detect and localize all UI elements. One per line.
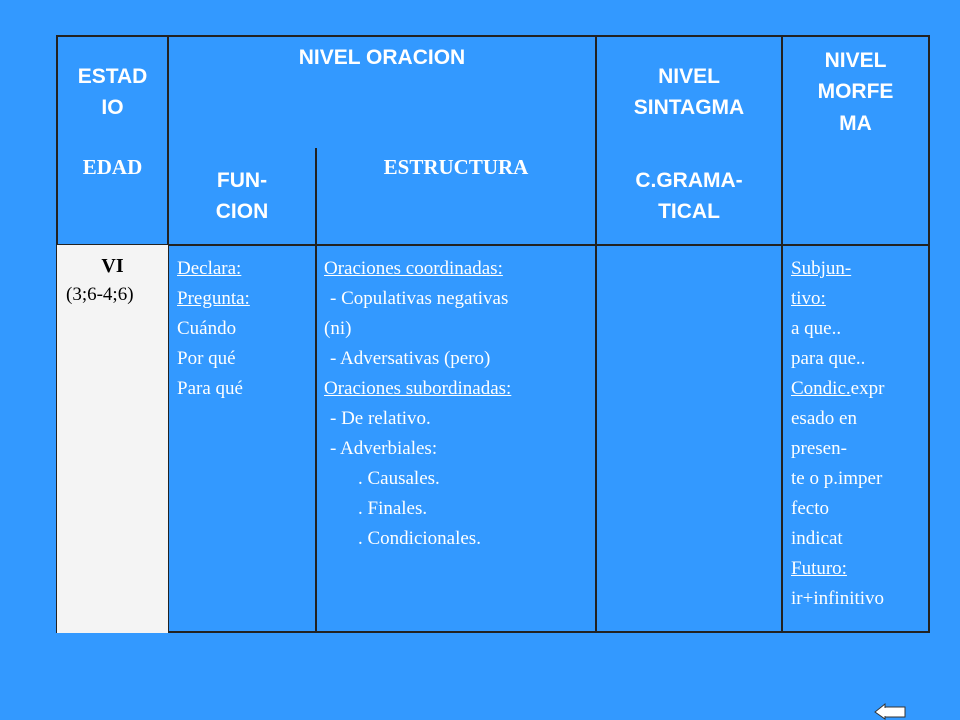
- estructura-text: Oraciones coordinadas:: [324, 258, 503, 279]
- stage-cell: [57, 245, 168, 633]
- grid-line: [56, 35, 930, 37]
- header-line: C.GRAMA-: [635, 168, 743, 192]
- grid-line: [56, 244, 930, 246]
- estructura-line: [324, 404, 592, 434]
- header-nivel-morfema: [783, 38, 928, 146]
- funcion-line: Para qué: [177, 378, 243, 399]
- estructura-line: [324, 464, 592, 494]
- estructura-text: - Adverbiales:: [330, 438, 438, 459]
- morfema-line: [791, 464, 927, 494]
- header-line: IO: [101, 96, 124, 119]
- header-line: FUN-: [216, 168, 268, 192]
- header-line: NIVEL: [824, 48, 887, 72]
- morfema-text: presen-: [791, 438, 847, 459]
- estructura-line: [324, 284, 592, 314]
- estructura-line: [324, 314, 592, 344]
- estructura-line: [324, 434, 592, 464]
- funcion-line: Pregunta:: [177, 288, 250, 309]
- header-line: ESTRUCTURA: [383, 155, 529, 180]
- funcion-line: Por qué: [177, 348, 236, 369]
- morfema-text: para que..: [791, 348, 866, 369]
- grid-line: [595, 245, 597, 632]
- estructura-text: . Causales.: [358, 468, 440, 489]
- morfema-line: [791, 284, 927, 314]
- morfema-line: [791, 584, 927, 614]
- estructura-text: . Finales.: [358, 498, 428, 519]
- estructura-text: (ni): [324, 318, 352, 339]
- estructura-text: . Condicionales.: [358, 528, 481, 549]
- morfema-line: [791, 494, 927, 524]
- morfema-text: Futuro:: [791, 558, 847, 579]
- header-line: TICAL: [658, 200, 720, 223]
- morfema-text: fecto: [791, 498, 829, 519]
- estructura-line: [324, 344, 592, 374]
- header-nivel-oracion: [169, 38, 595, 78]
- header-c-gramatical: [597, 148, 781, 244]
- morfema-text: te o p.imper: [791, 468, 883, 489]
- estructura-line: [324, 494, 592, 524]
- stage-label: VI: [101, 255, 124, 277]
- morfema-line: [791, 524, 927, 554]
- back-arrow-icon[interactable]: [874, 702, 906, 720]
- header-line: MORFE: [817, 80, 894, 104]
- morfema-text: a que..: [791, 318, 842, 339]
- estructura-line: [324, 254, 592, 284]
- estructura-text: Oraciones subordinadas:: [324, 378, 512, 399]
- morfema-text: tivo:: [791, 288, 826, 309]
- grid-line: [56, 631, 930, 633]
- morfema-text: ir+infinitivo: [791, 588, 885, 609]
- morfema-line: [791, 434, 927, 464]
- grid-line: [928, 36, 930, 632]
- morfema-text: indicat: [791, 528, 843, 549]
- estructura-cell: [324, 254, 592, 554]
- estructura-line: [324, 524, 592, 554]
- morfema-text: expr: [850, 378, 885, 399]
- grid-line: [315, 148, 317, 632]
- header-line: NIVEL: [658, 64, 720, 88]
- estructura-text: - Adversativas (pero): [330, 348, 491, 369]
- header-line: CION: [215, 200, 269, 223]
- header-line: SINTAGMA: [633, 96, 745, 119]
- morfema-text: Subjun-: [791, 258, 852, 279]
- estructura-line: [324, 374, 592, 404]
- estructura-text: - Copulativas negativas: [330, 288, 509, 309]
- header-estadio: [58, 38, 167, 146]
- header-estructura: [317, 148, 595, 188]
- morfema-line: [791, 554, 927, 584]
- morfema-line: [791, 254, 927, 284]
- header-line: ESTAD: [77, 64, 148, 88]
- estructura-text: - De relativo.: [330, 408, 431, 429]
- age-range: (3;6-4;6): [66, 284, 134, 305]
- header-line: MA: [839, 111, 872, 135]
- funcion-line: Cuándo: [177, 318, 237, 339]
- morfema-line: [791, 404, 927, 434]
- morfema-text: esado en: [791, 408, 857, 429]
- header-line: NIVEL ORACION: [298, 46, 466, 70]
- morfema-line: [791, 344, 927, 374]
- funcion-cell: [177, 254, 313, 404]
- morfema-line: [791, 314, 927, 344]
- header-nivel-sintagma: [597, 38, 781, 146]
- funcion-line: Declara:: [177, 258, 242, 279]
- morfema-text: Condic.: [791, 378, 851, 399]
- header-funcion: [169, 148, 315, 244]
- header-line: EDAD: [82, 155, 143, 180]
- morfema-cell: [791, 254, 927, 614]
- header-edad: [58, 148, 167, 188]
- morfema-line: [791, 374, 927, 404]
